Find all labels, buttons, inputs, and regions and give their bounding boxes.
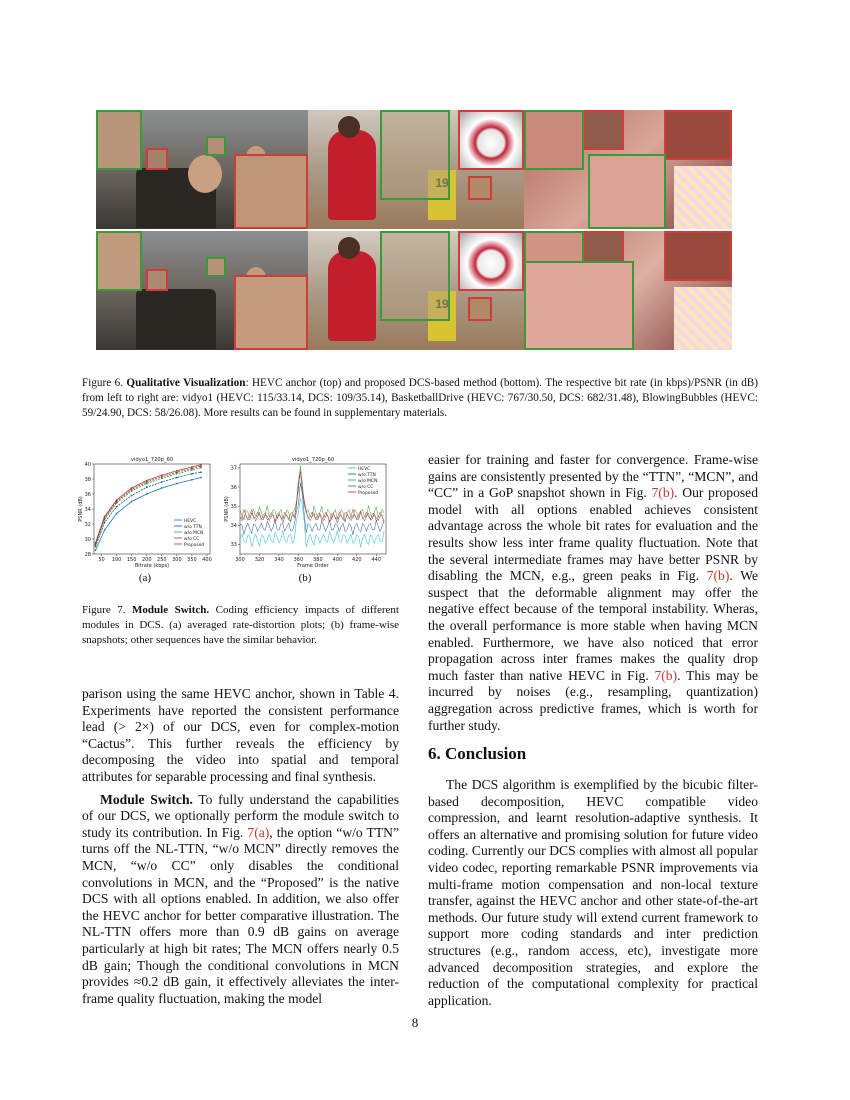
figure6-caption-label: Figure 6. [82,377,124,389]
page-number: 8 [411,1015,419,1030]
x-tick-label: 400 [202,557,212,563]
basketball-dcs-panel [308,231,524,350]
left-para-2-text-a: To fully understand the capabilities of our DCS, we optionally perform the module switch to study its contribution. In Fig. [82,791,399,840]
figure7b-chart [222,456,390,568]
legend-label: HEVC [358,466,371,472]
vidyo1-dcs-panel [96,231,308,350]
conclusion-body [428,777,758,1009]
chart-title: vidyo1_720p_60 [130,457,174,463]
x-tick-label: 50 [98,557,105,563]
figure7a-sublabel: (a) [138,572,152,584]
vidyo1-hevc-panel [96,110,308,229]
figure7-caption-bold: Module Switch. [132,604,210,616]
legend-label: w/o TTN [184,524,202,530]
legend-label: w/o MCN [184,530,204,536]
data-point [191,473,193,475]
right-column [428,452,758,734]
chart-title: vidyo1_720p_60 [291,457,335,463]
x-tick-label: 320 [254,557,265,563]
legend-label: w/o TTN [358,472,376,478]
fig7b-link-1[interactable]: 7(b) [651,485,675,501]
figure7-caption [82,603,399,648]
figure6-image [96,110,732,350]
y-tick-label: 36 [230,484,237,491]
x-tick-label: 100 [111,557,122,563]
fig7b-link-2[interactable]: 7(b) [706,568,730,584]
x-tick-label: 420 [352,557,362,563]
data-point [161,481,163,483]
data-point [116,499,118,501]
legend-label: Proposed [358,490,379,496]
left-column [82,686,399,1007]
x-tick-label: 340 [274,557,284,563]
conclusion-para: The DCS algorithm is exemplified by the bicubic filter-based decomposition, HEVC compatible video compression, and learnt resolution-adaptive synthesis. It offers an alternative and promising solution for future video coding. Currently our DCS complies with almost all popular video codec, reporting remarkable PSNR improvements via multi-frame motion compensation and non-local texture transfer, against the HEVC anchor and other state-of-the-art methods. Our future study will extend current framework to support more coding standards and inter prediction structures (e.g., random access, etc), investigate more advanced decomposition strategies, and explore the reduction of the computational complexity for practical application. [428,777,758,1008]
fig7a-link[interactable]: 7(a) [247,824,270,840]
data-point [176,470,178,472]
legend-label: Proposed [184,542,205,548]
y-axis-label: PSNR (dB) [78,496,84,522]
figure6-caption-text: : HEVC anchor (top) and proposed DCS-based method (bottom). The respective bit rate (in kbps)/PSNR (in dB) from left to right are: vidyo1 (HEVC: 115/33.14, DCS: 109/35.14), BasketballDrive (HEVC: 767/30.50, DCS: 682/31.48), BlowingBubbles (HEVC: 59/24.90, DCS: 58/26.08). More results can be found in supplementary materials. [82,377,758,419]
data-point [104,529,106,531]
data-point [104,516,106,518]
data-point [176,477,178,479]
data-point [146,486,148,488]
module-switch-heading: Module Switch. [100,791,193,807]
x-tick-label: 300 [235,557,245,563]
right-para-1-text-c: . We suspect that the deformable alignment may offer the negative effect because of the temporal instability. Wheras, the overall performance is more stable when having MCN enabled. Furthermore, we have also noticed that error propagation across inter frames makes the quality drop much faster than native HEVC in Fig. [428,568,759,683]
x-tick-label: 350 [187,557,197,563]
data-point [146,493,148,495]
legend-label: HEVC [184,518,197,524]
left-para-2-text-b: , the option “w/o TTN” turns off the NL-TTN, “w/o MCN” directly removes the MCN, “w/o CC” only disables the conditional convolutions in MCN, and the “Proposed” is the native DCS with all options enabled. In addition, we also offer the HEVC anchor for better comparative illustration. The NL-TTN offers more than 0.9 dB gains on average particularly at high bit rates; The MCN offers nearly 0.5 dB gain; Though the conditional convolutions in MCN provides ≈0.2 dB gain, it effectively alleviates the inter-frame quality fluctuation, making the model [82,824,399,1006]
legend-label: w/o CC [358,484,374,490]
figure7-caption-label: Figure 7. [82,604,126,616]
right-para-1 [428,452,758,734]
y-tick-label: 34 [230,523,237,530]
fig7b-link-3[interactable]: 7(b) [654,667,678,683]
data-point [191,479,193,481]
y-tick-label: 32 [84,521,91,528]
x-axis-label: Frame Order [297,563,329,568]
y-tick-label: 30 [84,536,91,543]
x-tick-label: 300 [172,557,182,563]
legend-label: w/o MCN [358,478,378,484]
y-axis-label: PSNR (dB) [224,496,230,522]
data-point [161,474,163,476]
data-point [116,513,118,515]
x-tick-label: 200 [141,557,152,563]
right-para-1-text-b: . Our proposed model with all options enabled achieves consistent advantage across the whole bit rates for evaluation and the results show less inter frame quality fluctuation. Note that the several intermediate frames may have better PSNR by disabling the MCN, e.g., green peaks in Fig. [428,485,758,584]
y-tick-label: 40 [84,461,91,468]
bubbles-dcs-panel [524,231,732,350]
data-point [191,466,193,468]
y-tick-label: 37 [230,465,237,472]
data-point [116,506,118,508]
figure6-caption [82,376,758,421]
data-point [95,549,97,551]
bubbles-hevc-panel [524,110,732,229]
x-tick-label: 440 [371,557,382,563]
figure7a-chart [76,456,216,568]
x-tick-label: 400 [332,557,343,563]
data-point [95,542,97,544]
data-point [146,480,148,482]
data-point [176,483,178,485]
y-tick-label: 34 [84,506,91,513]
x-tick-label: 380 [313,557,323,563]
legend-label: w/o CC [184,536,200,542]
data-point [200,471,202,473]
right-para-1-text-d: . This may be incurred by noises (e.g., resampling, quantization) aggregation across predictive frames, which is worth for further study. [428,667,758,733]
left-para-2 [82,792,399,1008]
data-point [161,487,163,489]
left-para-1: parison using the same HEVC anchor, shown in Table 4. Experiments have reported the consistent performance lead (> 2×) of our DCS, even for complex-motion “Cactus”. This further reveals the efficiency by decomposing the video into spatial and temporal attributes for separable processing and final synthesis. [82,686,399,784]
x-tick-label: 250 [157,557,167,563]
y-tick-label: 28 [84,551,91,558]
right-para-1-text-a: easier for training and faster for convergence. Frame-wise gains are consistently presented by the “TTN”, “MCN”, and “CC” in a GoP snapshot shown in Fig. [428,452,758,501]
figure6-caption-bold: Qualitative Visualization [126,377,246,389]
y-tick-label: 33 [230,542,237,549]
data-point [200,477,202,479]
x-tick-label: 150 [126,557,137,563]
x-tick-label: 360 [293,557,304,563]
figure7b-sublabel: (b) [298,572,312,584]
data-point [131,501,133,503]
conclusion-heading: 6. Conclusion [428,744,527,763]
x-axis-label: Bitrate (kbps) [134,563,170,568]
basketball-hevc-panel [308,110,524,229]
figure7-caption-text: Coding efficiency impacts of different modules in DCS. (a) averaged rate-distortion plots; (b) frame-wise snapshots; other sequences have the similar behavior. [82,604,399,646]
y-tick-label: 36 [84,491,91,498]
y-tick-label: 38 [84,476,91,483]
data-point [131,487,133,489]
y-tick-label: 35 [230,503,237,510]
data-point [131,495,133,497]
data-point [200,464,202,466]
